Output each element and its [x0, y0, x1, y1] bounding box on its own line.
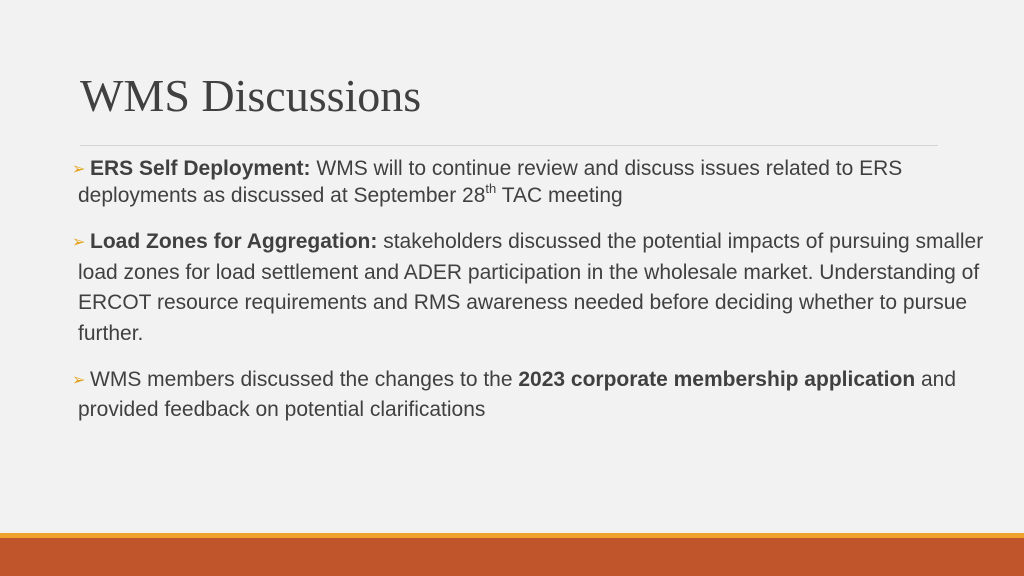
bullet-lead: Load Zones for Aggregation: — [90, 230, 378, 253]
arrowhead-bullet-icon: ➢ — [72, 159, 86, 178]
bullet-lead: ERS Self Deployment: — [90, 157, 311, 180]
bullet-load-zones — [70, 227, 1000, 349]
arrowhead-bullet-icon: ➢ — [72, 370, 86, 389]
title-divider — [80, 145, 938, 146]
bullet-text: stakeholders discussed the potential impacts of pursuing smaller load zones for load settlement and ADER participation in the wholesale market. Understanding of ERCOT resource requirements and RMS awareness needed before deciding whether to pursue further. — [78, 230, 984, 345]
bullet-emphasis: 2023 corporate membership application — [518, 368, 916, 391]
bullet-text: WMS will to continue review and discuss issues related to ERS deployments as discussed at September 28 — [78, 157, 903, 207]
bullet-membership-application — [70, 365, 1000, 425]
slide-title: WMS Discussions — [80, 70, 422, 121]
ordinal-superscript: th — [485, 181, 497, 196]
bullet-text-end: and provided feedback on potential clarifications — [78, 368, 957, 421]
bullet-list — [70, 155, 1000, 425]
arrowhead-bullet-icon: ➢ — [72, 232, 86, 251]
bullet-ers-self-deployment — [70, 155, 1000, 209]
footer-band — [0, 538, 1024, 576]
bullet-text-end: TAC meeting — [496, 184, 623, 207]
bullet-text: WMS members discussed the changes to the — [90, 368, 519, 391]
